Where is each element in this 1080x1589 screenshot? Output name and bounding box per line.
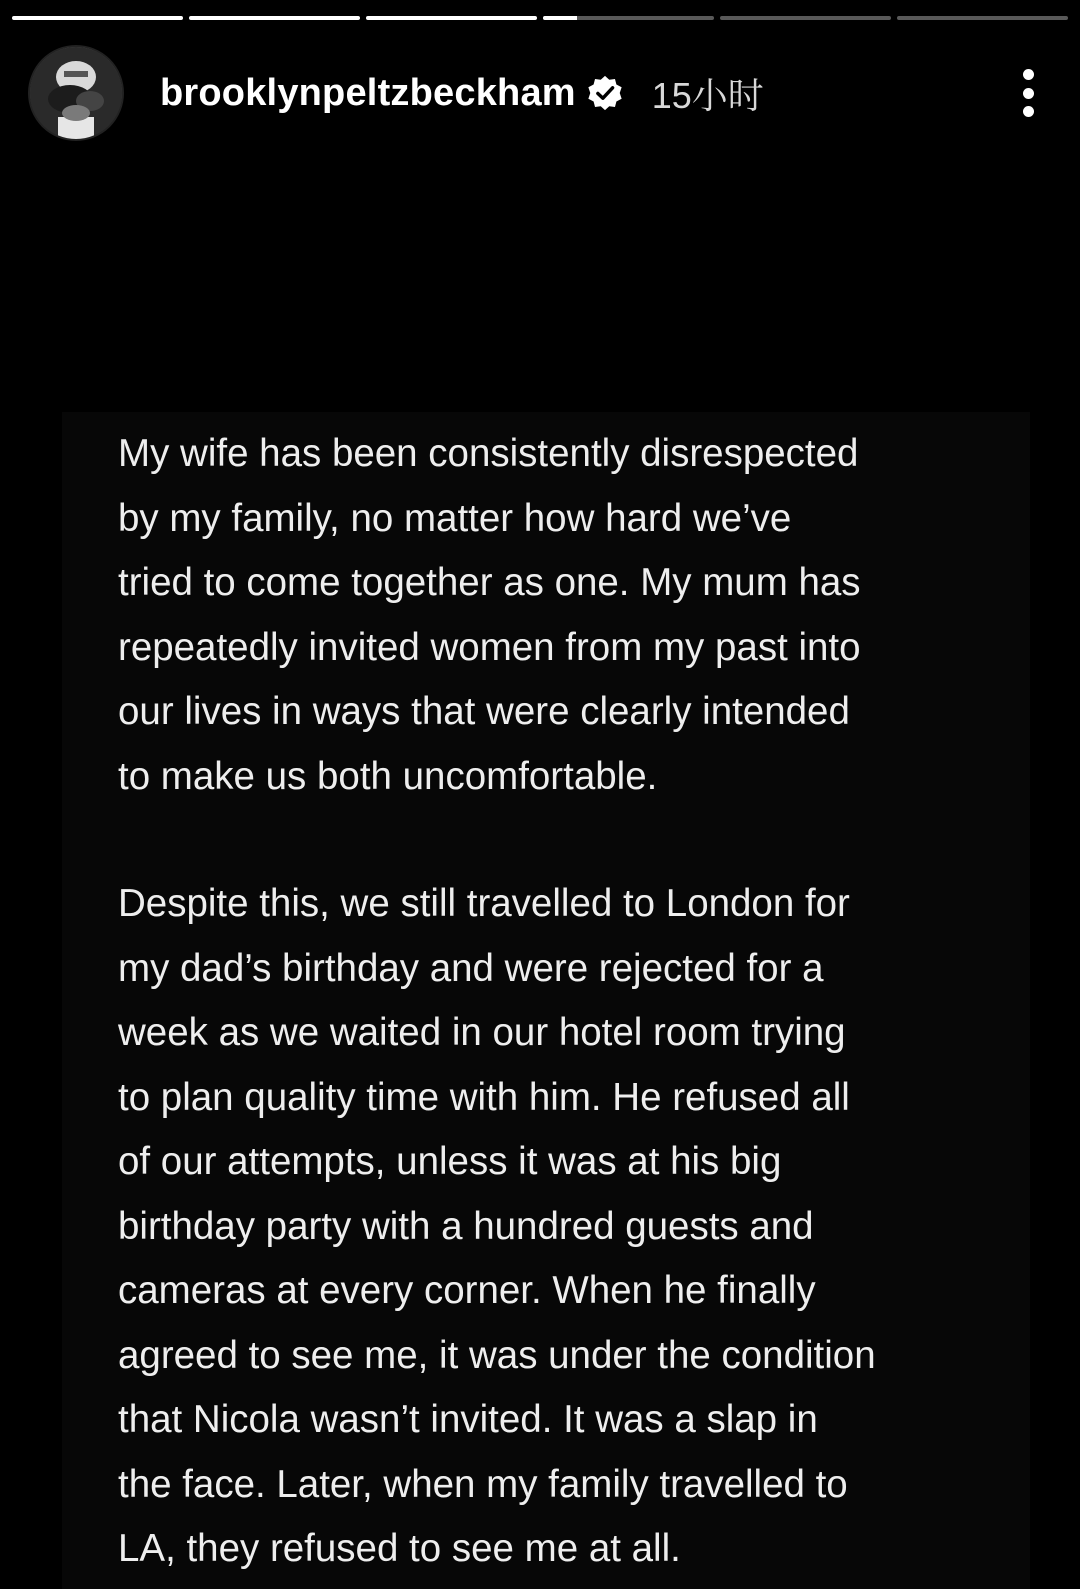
story-text-card — [62, 412, 1030, 1589]
story-progress-segment — [897, 16, 1068, 20]
story-progress-segment — [189, 16, 360, 20]
story-progress-segment — [366, 16, 537, 20]
story-progress-segment — [12, 16, 183, 20]
more-vertical-icon — [1023, 88, 1034, 99]
more-vertical-icon — [1023, 69, 1034, 80]
more-options-button[interactable] — [1008, 63, 1048, 123]
avatar[interactable] — [28, 45, 124, 141]
story-progress-fill — [366, 16, 537, 20]
story-paragraph: My wife has been consistently disrespected by my family, no matter how hard we’ve tried to come together as one. My mum has repeatedly invited women from my past into our lives in ways that were clearly intended to make us both uncomfortable. — [118, 432, 861, 798]
story-progress-bar — [12, 16, 1068, 20]
story-progress-fill — [12, 16, 183, 20]
username[interactable]: brooklynpeltzbeckham — [160, 71, 576, 114]
story-paragraph: Despite this, we still travelled to London for my dad’s birthday and were rejected for a week as we waited in our hotel room trying to plan quality time with him. He refused all of our attempts, unless it was at his big birthday party with a hundred guests and cameras at every corner. When he finally agreed to see me, it was under the condition that Nicola wasn’t invited. It was a slap in the face. Later, when my family travelled to LA, they refused to see me at all. — [118, 882, 876, 1570]
story-progress-segment — [720, 16, 891, 20]
post-time: 15小时 — [651, 74, 764, 116]
avatar-image — [30, 47, 122, 139]
story-progress-segment — [543, 16, 714, 20]
story-progress-fill — [543, 16, 577, 20]
more-vertical-icon — [1023, 106, 1034, 117]
story-progress-fill — [189, 16, 360, 20]
verified-badge-icon — [586, 74, 624, 112]
story-header — [28, 47, 1052, 139]
